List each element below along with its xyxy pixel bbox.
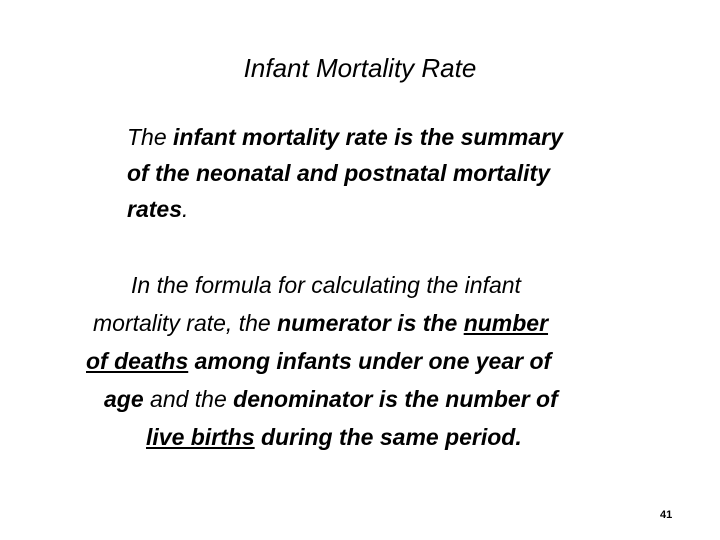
paragraph-line — [127, 191, 647, 227]
text-run: and the — [143, 386, 234, 412]
text-run-bold-underline: number — [463, 310, 549, 336]
text-run-bold-underline: of deaths — [86, 348, 189, 374]
slide-title: Infant Mortality Rate — [243, 53, 477, 83]
paragraph-line — [60, 418, 660, 456]
text-run-bold: during the same period. — [254, 424, 522, 450]
text-run-bold: of the neonatal and postnatal mortality — [127, 160, 550, 186]
paragraph-formula — [60, 266, 660, 456]
text-run-bold-underline: live births — [146, 424, 255, 450]
paragraph-line — [60, 304, 660, 342]
text-run-bold: denominator is the number of — [233, 386, 558, 412]
paragraph-line — [127, 119, 647, 155]
paragraph-line — [127, 155, 647, 191]
paragraph-line — [60, 266, 660, 304]
text-run-bold: numerator is the — [277, 310, 464, 336]
paragraph-line — [60, 380, 660, 418]
text-run-bold: among infants under one year of — [188, 348, 552, 374]
paragraph-line — [60, 342, 660, 380]
text-run: The — [127, 124, 174, 150]
text-run: . — [181, 196, 189, 222]
text-run: In the formula for calculating the infant — [131, 272, 521, 298]
paragraph-definition — [127, 119, 647, 227]
page-number: 41 — [660, 509, 673, 521]
text-run: mortality rate, the — [93, 310, 278, 336]
text-run-bold: infant mortality rate is the summary — [173, 124, 563, 150]
text-run-bold: rates — [127, 196, 182, 222]
text-run-bold: age — [104, 386, 144, 412]
